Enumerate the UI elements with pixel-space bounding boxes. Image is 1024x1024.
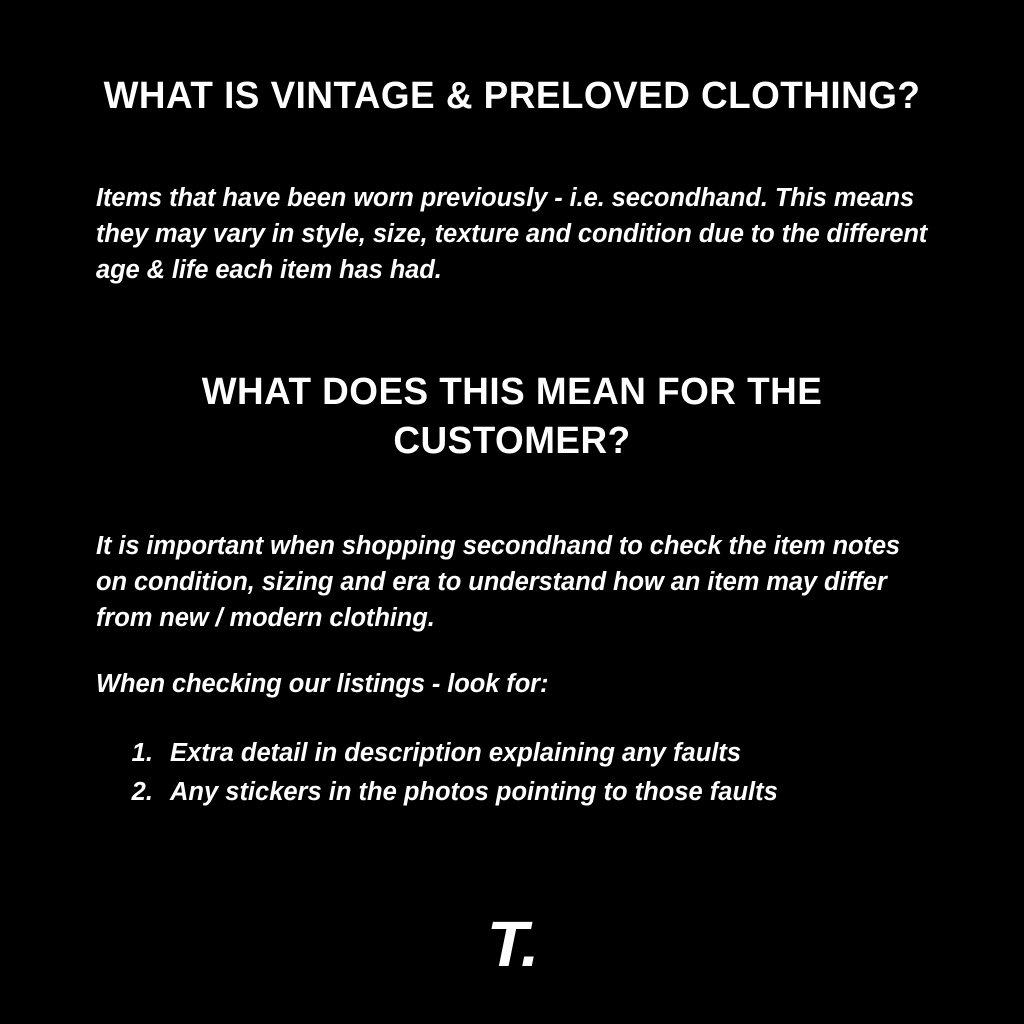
customer-paragraph: It is important when shopping secondhand to check the item notes on condition, sizing and era to understand how an item may differ from new / modern clothing. — [96, 531, 901, 633]
listings-prompt: When checking our listings - look for: — [96, 670, 549, 699]
spacer — [96, 636, 928, 666]
list-item: 1. Extra detail in description explaining any faults — [160, 734, 1024, 772]
intro-paragraph-block — [0, 180, 1024, 289]
list-item: 2. Any stickers in the photos pointing to those faults — [160, 773, 1024, 811]
spacer — [0, 118, 1024, 180]
spacer — [0, 466, 1024, 528]
customer-paragraph-block — [0, 528, 1024, 703]
logo-text: T. — [486, 908, 538, 980]
faults-list — [0, 734, 1024, 811]
section-title-customer: WHAT DOES THIS MEAN FOR THE CUSTOMER? — [201, 371, 823, 463]
brand-logo — [0, 908, 1024, 980]
spacer — [0, 288, 1024, 368]
spacer — [0, 702, 1024, 734]
intro-paragraph: Items that have been worn previously - i.e. secondhand. This means they may vary in style, size, texture and condition due to the different age & life each item has had. — [96, 183, 928, 285]
page-title: WHAT IS VINTAGE & PRELOVED CLOTHING? — [103, 75, 921, 117]
